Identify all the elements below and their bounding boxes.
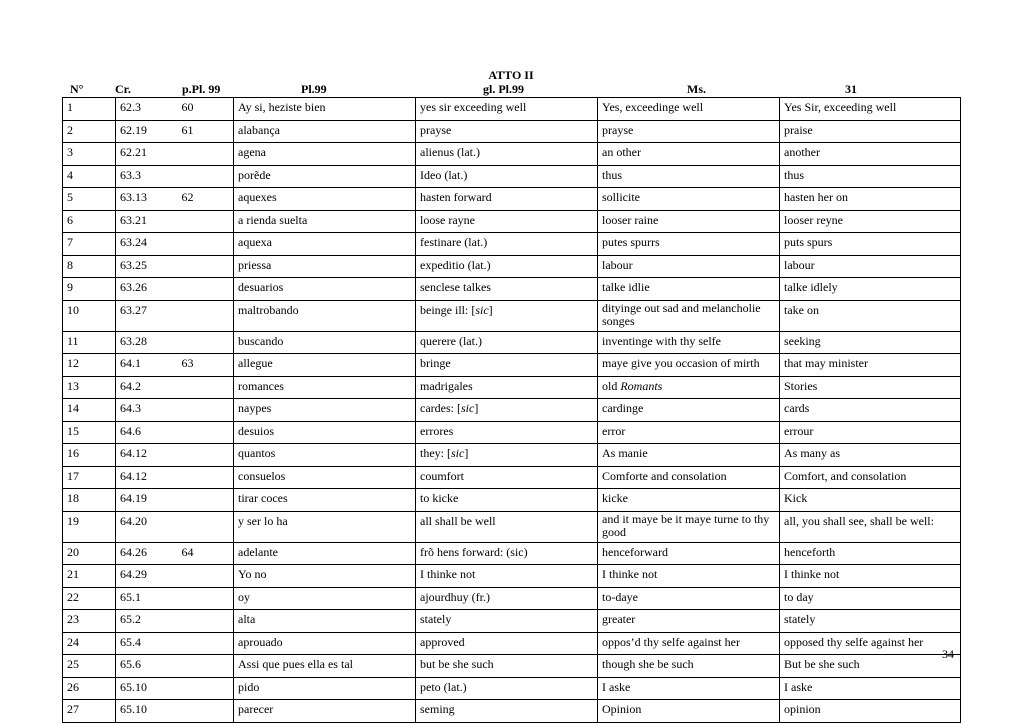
gl-cell: yes sir exceeding well	[416, 98, 598, 121]
page-title: ATTO II	[488, 68, 534, 82]
row-number: 13	[63, 376, 116, 399]
ppl-cell: 63	[178, 354, 234, 377]
v31-cell: another	[780, 143, 961, 166]
row-number: 18	[63, 489, 116, 512]
cr-cell: 65.10	[116, 700, 178, 723]
table-row	[63, 354, 961, 377]
v31-cell: I aske	[780, 677, 961, 700]
cr-cell: 65.1	[116, 587, 178, 610]
gl-cell: bringe	[416, 354, 598, 377]
ppl-cell	[178, 489, 234, 512]
row-number: 26	[63, 677, 116, 700]
v31-cell: henceforth	[780, 542, 961, 565]
table-row	[63, 376, 961, 399]
ms-cell: cardinge	[598, 399, 780, 422]
row-number: 2	[63, 120, 116, 143]
ppl-cell	[178, 399, 234, 422]
ms-cell: henceforward	[598, 542, 780, 565]
row-number: 5	[63, 188, 116, 211]
row-number: 3	[63, 143, 116, 166]
cr-cell: 63.27	[116, 300, 178, 331]
pl-cell: naypes	[234, 399, 416, 422]
table-row	[63, 399, 961, 422]
ppl-cell: 61	[178, 120, 234, 143]
v31-cell: all, you shall see, shall be well:	[780, 511, 961, 542]
ppl-cell	[178, 210, 234, 233]
row-number: 22	[63, 587, 116, 610]
ppl-cell	[178, 700, 234, 723]
pl-cell: tirar coces	[234, 489, 416, 512]
v31-cell: thus	[780, 165, 961, 188]
ppl-cell	[178, 300, 234, 331]
gl-cell: peto (lat.)	[416, 677, 598, 700]
v31-cell: puts spurs	[780, 233, 961, 256]
table-row	[63, 278, 961, 301]
gl-cell: coumfort	[416, 466, 598, 489]
gl-cell: querere (lat.)	[416, 331, 598, 354]
ppl-cell	[178, 331, 234, 354]
gl-cell: to kicke	[416, 489, 598, 512]
ppl-cell	[178, 587, 234, 610]
table-row	[63, 120, 961, 143]
ms-cell: though she be such	[598, 655, 780, 678]
pl-cell: buscando	[234, 331, 416, 354]
cr-cell: 62.19	[116, 120, 178, 143]
v31-cell: stately	[780, 610, 961, 633]
cr-cell: 63.26	[116, 278, 178, 301]
ms-cell: and it maye be it maye turne to thy good	[598, 511, 780, 542]
v31-cell: I thinke not	[780, 565, 961, 588]
ms-cell: Comforte and consolation	[598, 466, 780, 489]
v31-cell: Yes Sir, exceeding well	[780, 98, 961, 121]
gl-cell: Ideo (lat.)	[416, 165, 598, 188]
row-number: 20	[63, 542, 116, 565]
table-row	[63, 542, 961, 565]
v31-cell: talke idlely	[780, 278, 961, 301]
gl-cell: errores	[416, 421, 598, 444]
table-row	[63, 587, 961, 610]
cr-cell: 64.6	[116, 421, 178, 444]
cr-cell: 64.19	[116, 489, 178, 512]
row-number: 23	[63, 610, 116, 633]
v31-cell: praise	[780, 120, 961, 143]
pl-cell: Ay si, heziste bien	[234, 98, 416, 121]
table-row	[63, 610, 961, 633]
header-number: N°	[70, 82, 84, 96]
pl-cell: Assi que pues ella es tal	[234, 655, 416, 678]
row-number: 10	[63, 300, 116, 331]
ms-cell: Yes, exceedinge well	[598, 98, 780, 121]
ms-cell: putes spurrs	[598, 233, 780, 256]
row-number: 15	[63, 421, 116, 444]
cr-cell: 64.20	[116, 511, 178, 542]
ppl-cell: 60	[178, 98, 234, 121]
pl-cell: porẽde	[234, 165, 416, 188]
cr-cell: 63.24	[116, 233, 178, 256]
cr-cell: 64.12	[116, 444, 178, 467]
v31-cell: labour	[780, 255, 961, 278]
ppl-cell	[178, 376, 234, 399]
ms-cell: I aske	[598, 677, 780, 700]
row-number: 1	[63, 98, 116, 121]
header-31: 31	[845, 82, 857, 96]
row-number: 16	[63, 444, 116, 467]
row-number: 17	[63, 466, 116, 489]
v31-cell: Stories	[780, 376, 961, 399]
gl-cell: cardes: [sic]	[416, 399, 598, 422]
table-row	[63, 300, 961, 331]
row-number: 11	[63, 331, 116, 354]
v31-cell: seeking	[780, 331, 961, 354]
pl-cell: desuarios	[234, 278, 416, 301]
ppl-cell	[178, 421, 234, 444]
ms-cell: talke idlie	[598, 278, 780, 301]
pl-cell: allegue	[234, 354, 416, 377]
cr-cell: 65.2	[116, 610, 178, 633]
pl-cell: aquexes	[234, 188, 416, 211]
gl-cell: seming	[416, 700, 598, 723]
table-row	[63, 632, 961, 655]
pl-cell: y ser lo ha	[234, 511, 416, 542]
ppl-cell	[178, 610, 234, 633]
pl-cell: consuelos	[234, 466, 416, 489]
ms-cell: prayse	[598, 120, 780, 143]
header-gl: gl. Pl.99	[483, 82, 524, 96]
cr-cell: 65.10	[116, 677, 178, 700]
pl-cell: oy	[234, 587, 416, 610]
pl-cell: agena	[234, 143, 416, 166]
table-row	[63, 511, 961, 542]
ms-cell: oppos’d thy selfe against her	[598, 632, 780, 655]
header-pl: Pl.99	[301, 82, 327, 96]
ppl-cell	[178, 466, 234, 489]
pl-cell: quantos	[234, 444, 416, 467]
gl-cell: loose rayne	[416, 210, 598, 233]
table-row	[63, 489, 961, 512]
pl-cell: maltrobando	[234, 300, 416, 331]
row-number: 25	[63, 655, 116, 678]
ms-cell: I thinke not	[598, 565, 780, 588]
table-row	[63, 565, 961, 588]
cr-cell: 63.21	[116, 210, 178, 233]
cr-cell: 62.21	[116, 143, 178, 166]
cr-cell: 64.26	[116, 542, 178, 565]
gl-cell: ajourdhuy (fr.)	[416, 587, 598, 610]
v31-cell: to day	[780, 587, 961, 610]
ppl-cell	[178, 233, 234, 256]
ppl-cell	[178, 655, 234, 678]
table-row	[63, 255, 961, 278]
gl-cell: stately	[416, 610, 598, 633]
pl-cell: Yo no	[234, 565, 416, 588]
ms-cell: Opinion	[598, 700, 780, 723]
table-row	[63, 466, 961, 489]
row-number: 4	[63, 165, 116, 188]
gl-cell: festinare (lat.)	[416, 233, 598, 256]
gl-cell: senclese talkes	[416, 278, 598, 301]
cr-cell: 65.4	[116, 632, 178, 655]
table-row	[63, 143, 961, 166]
row-number: 8	[63, 255, 116, 278]
v31-cell: But be she such	[780, 655, 961, 678]
v31-cell: errour	[780, 421, 961, 444]
gl-cell: all shall be well	[416, 511, 598, 542]
pl-cell: parecer	[234, 700, 416, 723]
ms-cell: thus	[598, 165, 780, 188]
ms-cell: an other	[598, 143, 780, 166]
v31-cell: As many as	[780, 444, 961, 467]
cr-cell: 63.28	[116, 331, 178, 354]
pl-cell: alta	[234, 610, 416, 633]
table-row	[63, 165, 961, 188]
ppl-cell: 64	[178, 542, 234, 565]
ppl-cell	[178, 165, 234, 188]
cr-cell: 65.6	[116, 655, 178, 678]
v31-cell: that may minister	[780, 354, 961, 377]
header-ppl: p.Pl. 99	[182, 82, 221, 96]
pl-cell: priessa	[234, 255, 416, 278]
ms-cell: maye give you occasion of mirth	[598, 354, 780, 377]
table-row	[63, 444, 961, 467]
pl-cell: desuios	[234, 421, 416, 444]
ms-cell: kicke	[598, 489, 780, 512]
ms-cell: dityinge out sad and melancholie songes	[598, 300, 780, 331]
page-number: 34	[942, 647, 954, 661]
row-number: 27	[63, 700, 116, 723]
cr-cell: 62.3	[116, 98, 178, 121]
gl-cell: hasten forward	[416, 188, 598, 211]
row-number: 19	[63, 511, 116, 542]
ms-cell: greater	[598, 610, 780, 633]
v31-cell: opposed thy selfe against her	[780, 632, 961, 655]
gl-cell: approved	[416, 632, 598, 655]
v31-cell: Comfort, and consolation	[780, 466, 961, 489]
pl-cell: aquexa	[234, 233, 416, 256]
cr-cell: 64.1	[116, 354, 178, 377]
gl-cell: frõ hens forward: (sic)	[416, 542, 598, 565]
table-row	[63, 421, 961, 444]
row-number: 24	[63, 632, 116, 655]
table-row	[63, 210, 961, 233]
gl-cell: I thinke not	[416, 565, 598, 588]
table-row	[63, 188, 961, 211]
v31-cell: looser reyne	[780, 210, 961, 233]
column-headers	[62, 82, 960, 96]
ppl-cell	[178, 511, 234, 542]
v31-cell: hasten her on	[780, 188, 961, 211]
pl-cell: aprouado	[234, 632, 416, 655]
v31-cell: cards	[780, 399, 961, 422]
header-cr: Cr.	[115, 82, 131, 96]
pl-cell: pido	[234, 677, 416, 700]
gl-cell: they: [sic]	[416, 444, 598, 467]
row-number: 12	[63, 354, 116, 377]
ppl-cell	[178, 565, 234, 588]
gl-cell: beinge ill: [sic]	[416, 300, 598, 331]
ppl-cell	[178, 278, 234, 301]
ms-cell: As manie	[598, 444, 780, 467]
pl-cell: a rienda suelta	[234, 210, 416, 233]
ppl-cell	[178, 632, 234, 655]
row-number: 6	[63, 210, 116, 233]
pl-cell: alabança	[234, 120, 416, 143]
gl-cell: alienus (lat.)	[416, 143, 598, 166]
table-row	[63, 700, 961, 723]
row-number: 14	[63, 399, 116, 422]
header-ms: Ms.	[687, 82, 706, 96]
cr-cell: 63.25	[116, 255, 178, 278]
table-row	[63, 98, 961, 121]
cr-cell: 63.13	[116, 188, 178, 211]
gl-cell: madrigales	[416, 376, 598, 399]
table-row	[63, 677, 961, 700]
table-row	[63, 331, 961, 354]
ppl-cell	[178, 677, 234, 700]
glossary-table	[62, 97, 961, 723]
row-number: 7	[63, 233, 116, 256]
row-number: 9	[63, 278, 116, 301]
table-row	[63, 233, 961, 256]
cr-cell: 64.29	[116, 565, 178, 588]
pl-cell: romances	[234, 376, 416, 399]
cr-cell: 64.3	[116, 399, 178, 422]
gl-cell: expeditio (lat.)	[416, 255, 598, 278]
v31-cell: opinion	[780, 700, 961, 723]
ppl-cell	[178, 143, 234, 166]
cr-cell: 63.3	[116, 165, 178, 188]
ppl-cell: 62	[178, 188, 234, 211]
ms-cell: labour	[598, 255, 780, 278]
gl-cell: prayse	[416, 120, 598, 143]
v31-cell: Kick	[780, 489, 961, 512]
ms-cell: to-daye	[598, 587, 780, 610]
ms-cell: old Romants	[598, 376, 780, 399]
cr-cell: 64.12	[116, 466, 178, 489]
pl-cell: adelante	[234, 542, 416, 565]
row-number: 21	[63, 565, 116, 588]
ms-cell: sollicite	[598, 188, 780, 211]
ms-cell: inventinge with thy selfe	[598, 331, 780, 354]
ms-cell: error	[598, 421, 780, 444]
v31-cell: take on	[780, 300, 961, 331]
gl-cell: but be she such	[416, 655, 598, 678]
table-row	[63, 655, 961, 678]
ms-cell: looser raine	[598, 210, 780, 233]
ppl-cell	[178, 444, 234, 467]
cr-cell: 64.2	[116, 376, 178, 399]
ppl-cell	[178, 255, 234, 278]
